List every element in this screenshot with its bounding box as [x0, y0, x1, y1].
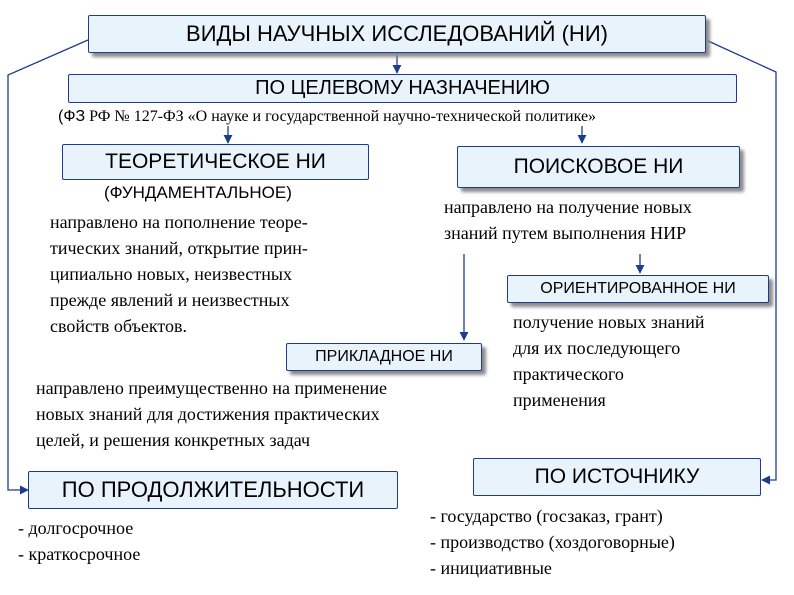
description-line: применения: [513, 390, 606, 410]
duration-list: [18, 515, 140, 567]
source-box: [473, 458, 761, 496]
law-reference: [58, 104, 596, 130]
description-line: направлено на получение новых: [444, 197, 692, 217]
description-line: свойств объектов.: [50, 316, 187, 336]
list-item: - производство (хоздоговорные): [430, 532, 675, 552]
title-to-source-connector: [706, 40, 776, 480]
list-item: - инициативные: [430, 558, 552, 578]
purpose-box: [68, 74, 737, 103]
description-line: целей, и решения конкретных задач: [36, 430, 311, 450]
source-title: ПО ИСТОЧНИКУ: [534, 465, 700, 488]
exploratory-description: [444, 194, 692, 246]
description-line: тических знаний, открытие прин-: [50, 238, 308, 258]
applied-description: [36, 375, 387, 453]
description-line: получение новых знаний: [513, 312, 705, 332]
page-title: ВИДЫ НАУЧНЫХ ИССЛЕДОВАНИЙ (НИ): [186, 21, 608, 46]
oriented-box: [507, 275, 769, 303]
oriented-description: [513, 309, 705, 413]
description-line: направлено преимущественно на применение: [36, 378, 387, 398]
duration-box: [28, 471, 398, 509]
description-line: для их последующего: [513, 338, 681, 358]
duration-title: ПО ПРОДОЛЖИТЕЛЬНОСТИ: [61, 477, 365, 502]
description-line: прежде явлений и неизвестных: [50, 290, 290, 310]
purpose-label: ПО ЦЕЛЕВОМУ НАЗНАЧЕНИЮ: [255, 77, 550, 99]
theoretical-title: ТЕОРЕТИЧЕСКОЕ НИ: [105, 150, 326, 173]
law-prefix: (ФЗ: [58, 108, 86, 125]
theoretical-description: [50, 209, 308, 339]
description-line: новых знаний для достижения практических: [36, 404, 380, 424]
list-item: - государство (госзаказ, грант): [430, 506, 663, 526]
oriented-title: ОРИЕНТИРОВАННОЕ НИ: [540, 280, 736, 297]
applied-title: ПРИКЛАДНОЕ НИ: [315, 348, 453, 365]
law-text: РФ № 127-ФЗ «О науке и государственной научно-технической политике»: [85, 108, 597, 125]
exploratory-box: [457, 146, 740, 188]
description-line: ципиально новых, неизвестных: [50, 264, 293, 284]
applied-box: [286, 343, 482, 371]
theoretical-subtitle: (ФУНДАМЕНТАЛЬНОЕ): [104, 183, 292, 202]
description-line: направлено на пополнение теоре-: [50, 212, 308, 232]
source-list: [430, 503, 675, 581]
title-box: [88, 15, 706, 53]
list-item: - краткосрочное: [18, 544, 141, 564]
description-line: знаний путем выполнения НИР: [444, 223, 687, 243]
theoretical-box: [62, 144, 369, 180]
description-line: практического: [513, 364, 624, 384]
exploratory-title: ПОИСКОВОЕ НИ: [513, 155, 684, 178]
list-item: - долгосрочное: [18, 518, 134, 538]
